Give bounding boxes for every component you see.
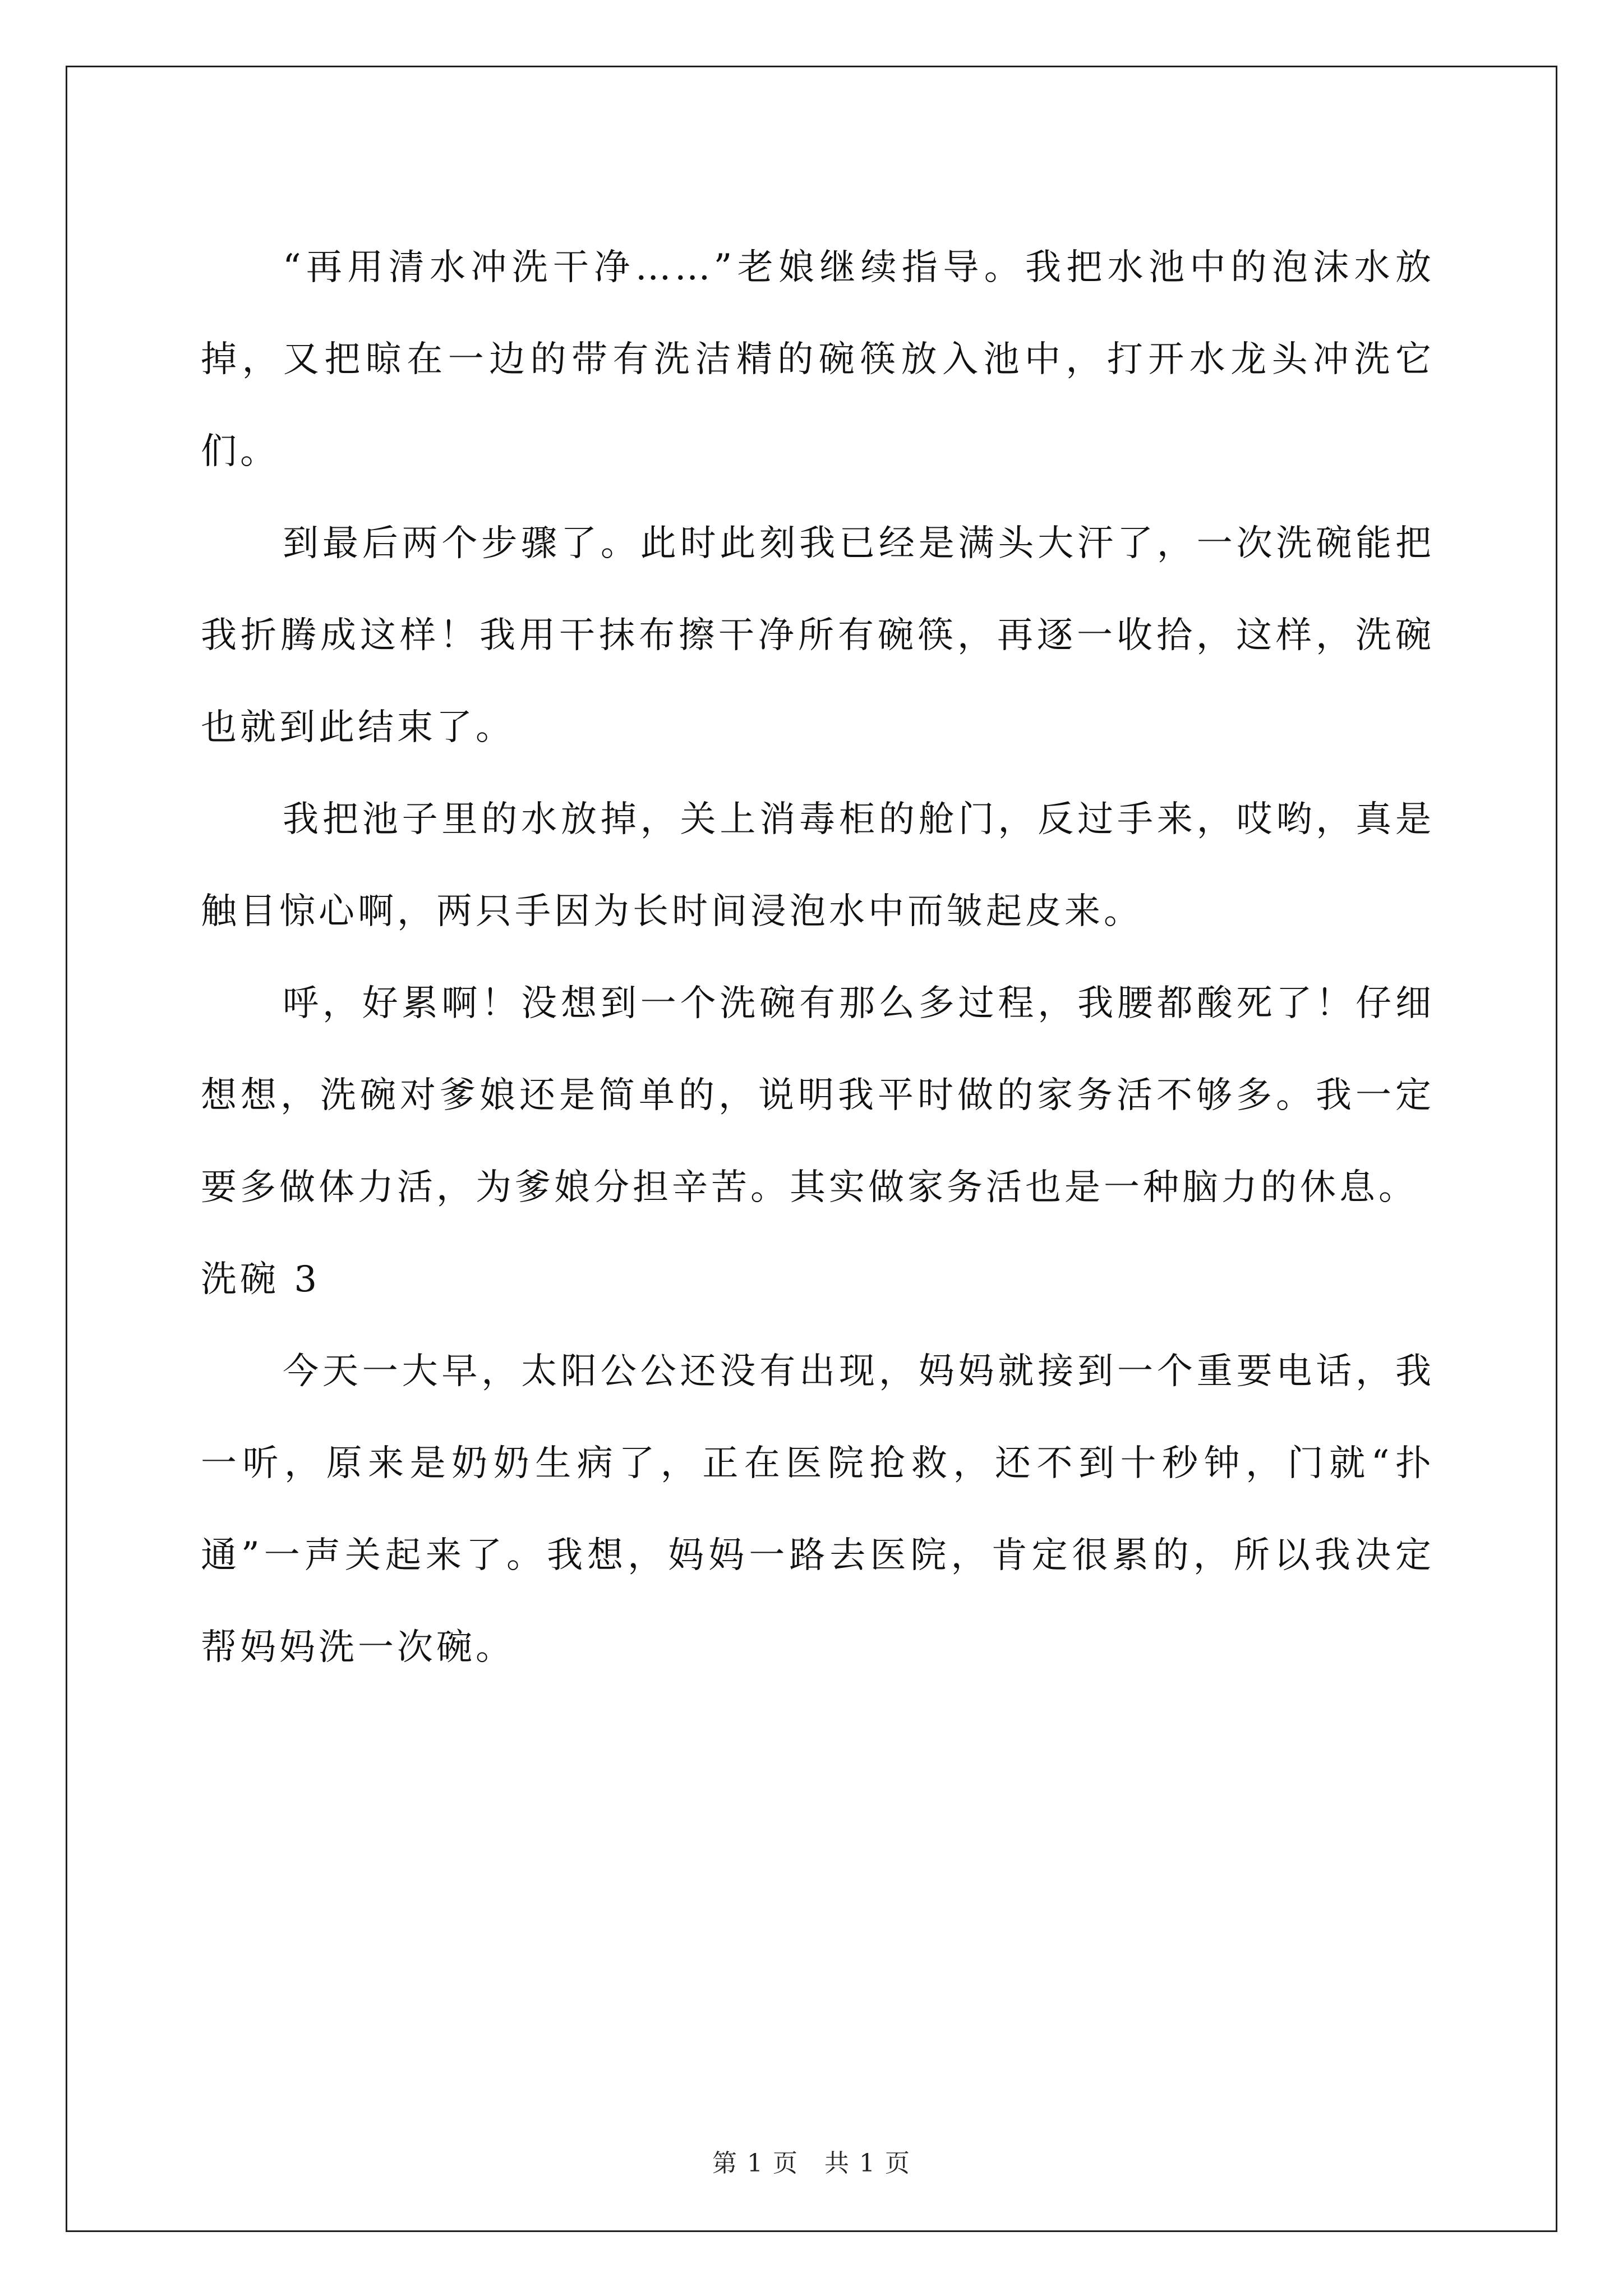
paragraph-2: 到最后两个步骤了。此时此刻我已经是满头大汗了，一次洗碗能把我折腾成这样！我用干抹布擦干净所有碗筷，再逐一收拾，这样，洗碗也就到此结束了。: [201, 523, 1435, 748]
paragraph-4: 呼，好累啊！没想到一个洗碗有那么多过程，我腰都酸死了！仔细想想，洗碗对爹娘还是简单的，说明我平时做的家务活不够多。我一定要多做体力活，为爹娘分担辛苦。其实做家务活也是一种脑力的休息。: [201, 983, 1435, 1208]
paragraph-1: “再用清水冲洗干净……”老娘继续指导。我把水池中的泡沫水放掉，又把晾在一边的带有洗洁精的碗筷放入池中，打开水龙头冲洗它们。: [201, 247, 1435, 472]
paragraph-3: 我把池子里的水放掉，关上消毒柜的舱门，反过手来，哎哟，真是触目惊心啊，两只手因为长时间浸泡水中而皱起皮来。: [201, 799, 1435, 932]
page-footer: 第 1 页 共 1 页: [712, 2149, 911, 2178]
document-body: [201, 222, 1435, 1694]
section-heading: 洗碗 3: [201, 1259, 321, 1300]
paragraph-5: 今天一大早，太阳公公还没有出现，妈妈就接到一个重要电话，我一听，原来是奶奶生病了，正在医院抢救，还不到十秒钟，门就“扑通”一声关起来了。我想，妈妈一路去医院，肯定很累的，所以我决定帮妈妈洗一次碗。: [201, 1351, 1435, 1668]
